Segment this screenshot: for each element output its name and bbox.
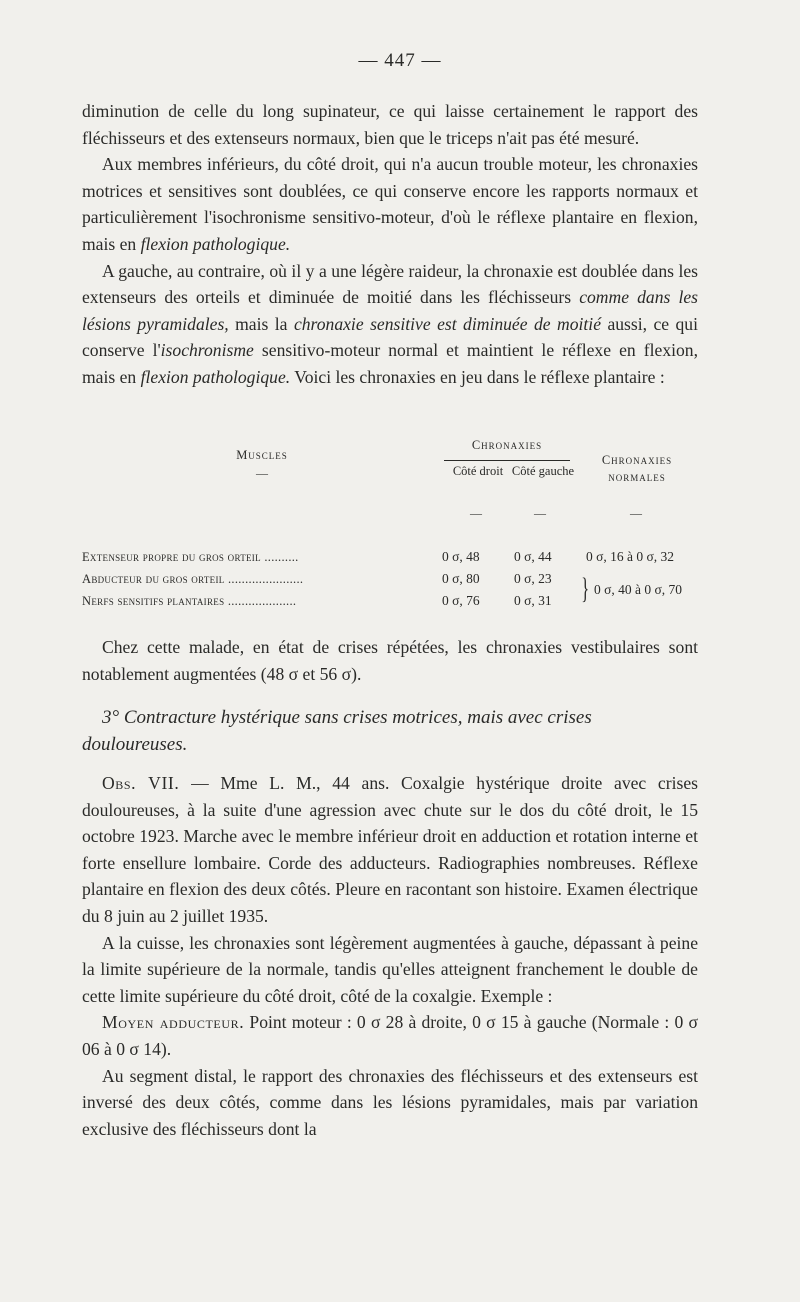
table-cell-gauche: 0 σ, 44 [514, 549, 552, 564]
row-group-brace: } [581, 572, 590, 605]
table-row-label: Abducteur du gros orteil ...................... [82, 572, 304, 586]
header-normales: Chronaxies normales [601, 453, 673, 484]
body-text-after-table [82, 634, 698, 687]
header-cote-gauche: Côté gauche [511, 464, 575, 478]
table-cell-gauche: 0 σ, 31 [514, 593, 552, 608]
header-dash: — [256, 466, 268, 480]
header-dash: — [534, 506, 546, 520]
chronaxies-table [82, 438, 702, 628]
table-cell-normal: 0 σ, 16 à 0 σ, 32 [586, 549, 675, 564]
page-number: — 447 — [358, 50, 442, 71]
paragraph: diminution de celle du long supinateur, ce qui laisse certainement le rapport des fléchisseurs et des extenseurs normaux, bien que le triceps n'ait pas été mesuré. [82, 101, 698, 148]
body-text-observation [82, 770, 698, 1142]
header-dash: — [470, 506, 482, 520]
body-text-top [82, 98, 698, 391]
header-chronaxies: Chronaxies [471, 438, 543, 452]
header-dash: — [630, 506, 642, 520]
table-cell-gauche: 0 σ, 23 [514, 571, 552, 586]
paragraph: A gauche, au contraire, où il y a une légère raideur, la chronaxie est doublée dans les extenseurs des orteils et diminuée de moitié dans les fléchisseurs comme dans les lésions pyramidales, mais la chronaxie sensitive est diminuée de moitié aussi, ce qui conserve l'isochronisme sensitivo-moteur normal et maintient le réflexe en flexion, mais en flexion pathologique. Voici les chronaxies en jeu dans le réflexe plantaire : [82, 260, 698, 387]
paragraph: A la cuisse, les chronaxies sont légèrement augmentées à gauche, dépassant à peine la limite supérieure de la normale, tandis qu'elles atteignent franchement le double de cette limite supérieure du côté droit, côté de la coxalgie. Exemple : [82, 932, 698, 1006]
paragraph: Au segment distal, le rapport des chronaxies des fléchisseurs et des extenseurs est inversé des deux côtés, comme dans les lésions pyramidales, mais par variation exclusive des fléchisseurs dont la [82, 1065, 698, 1139]
table-cell-droit: 0 σ, 76 [442, 593, 480, 608]
paragraph: Aux membres inférieurs, du côté droit, qui n'a aucun trouble moteur, les chronaxies motrices et sensitives sont doublées, ce qui conserve encore les rapports normaux et particulièrement l'isochronisme sensitivo-moteur, d'où le réflexe plantaire en flexion, mais en flexion pathologique. [82, 154, 698, 254]
table-row-label: Nerfs sensitifs plantaires .................... [82, 594, 297, 608]
header-brace [444, 460, 570, 461]
table-cell-droit: 0 σ, 48 [442, 549, 480, 564]
table-cell-normal-shared: 0 σ, 40 à 0 σ, 70 [594, 582, 683, 597]
table-row-label: Extenseur propre du gros orteil .......... [82, 550, 299, 564]
paragraph: Obs. VII. — Mme L. M., 44 ans. Coxalgie hystérique droite avec crises douloureuses, à la suite d'une agression avec chute sur le dos du côté droit, le 15 octobre 1923. Marche avec le membre inférieur droit en adduction et rotation interne et forte ensellure lombaire. Corde des adducteurs. Radiographies nombreuses. Réflexe plantaire en flexion des deux côtés. Pleure en racontant son histoire. Examen électrique du 8 juin au 2 juillet 1935. [82, 773, 698, 926]
header-cote-droit: Côté droit [452, 464, 504, 478]
section-title: 3° Contracture hystérique sans crises motrices, mais avec crises douloureuses. [82, 707, 592, 755]
header-muscles: Muscles [236, 448, 288, 462]
paragraph: Chez cette malade, en état de crises répétées, les chronaxies vestibulaires sont notablement augmentées (48 σ et 56 σ). [82, 637, 698, 684]
paragraph: Moyen adducteur. Point moteur : 0 σ 28 à droite, 0 σ 15 à gauche (Normale : 0 σ 06 à 0 σ 14). [82, 1012, 698, 1059]
table-cell-droit: 0 σ, 80 [442, 571, 480, 586]
